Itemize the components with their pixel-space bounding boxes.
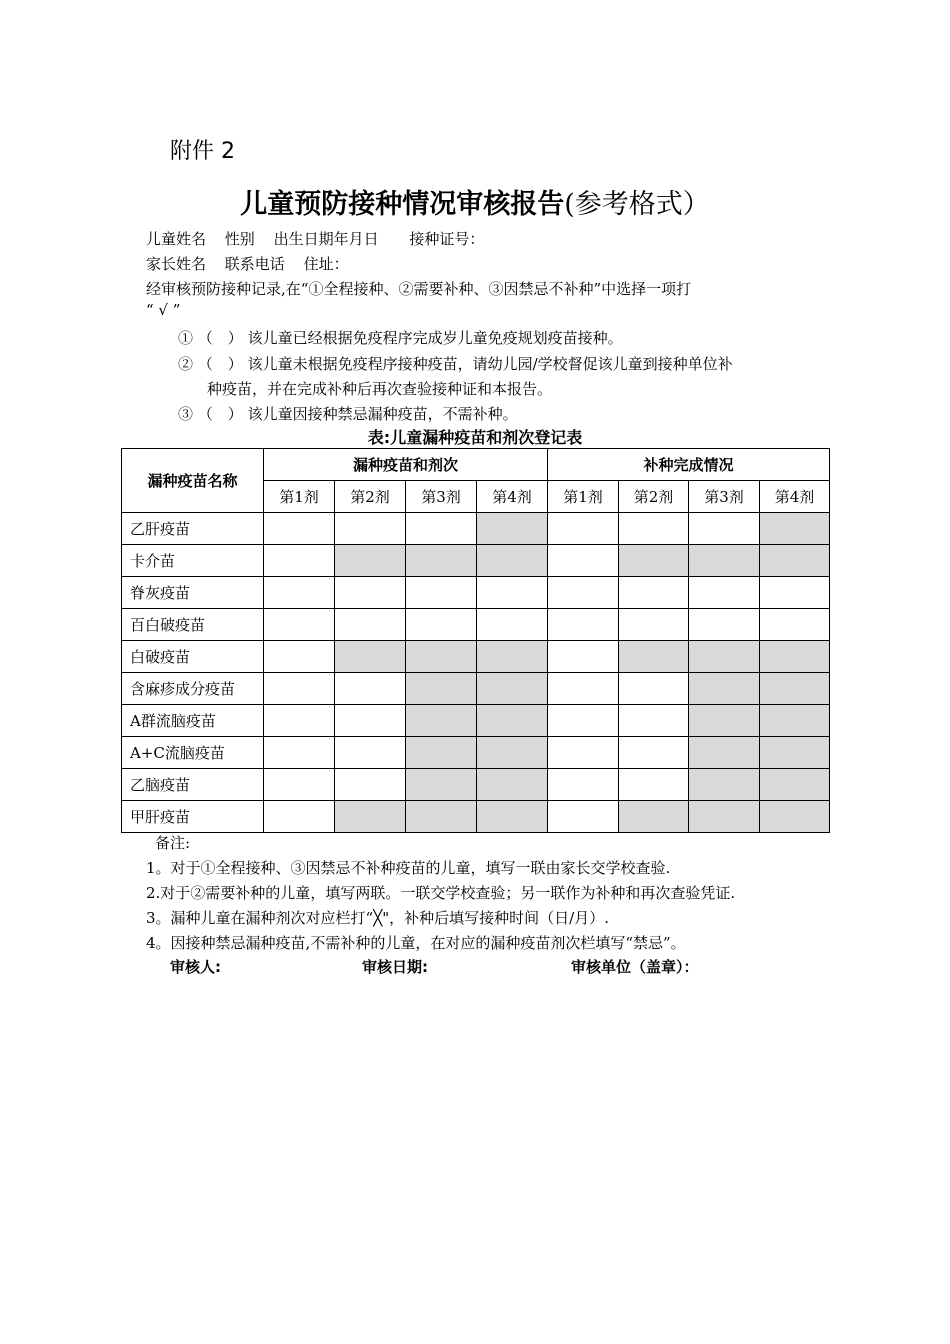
shaded-cell xyxy=(477,769,548,801)
shaded-cell xyxy=(477,673,548,705)
shaded-cell xyxy=(477,801,548,833)
entry-cell[interactable] xyxy=(406,609,477,641)
entry-cell[interactable] xyxy=(335,609,406,641)
birth-date-label: 出生日期年月日 xyxy=(273,230,379,248)
entry-cell[interactable] xyxy=(264,801,335,833)
entry-cell[interactable] xyxy=(477,609,548,641)
shaded-cell xyxy=(406,545,477,577)
shaded-cell xyxy=(689,769,760,801)
entry-cell[interactable] xyxy=(264,641,335,673)
option-number: ② xyxy=(178,355,194,373)
option-1 xyxy=(178,327,623,348)
vaccine-name: 脊灰疫苗 xyxy=(122,577,264,609)
instruction-line-1: 经审核预防接种记录,在“①全程接种、②需要补种、③因禁忌不补种”中选择一项打 xyxy=(146,280,692,298)
missed-dose-3-header: 第3剂 xyxy=(406,481,477,513)
shaded-cell xyxy=(619,545,689,577)
table-row xyxy=(122,673,830,705)
entry-cell[interactable] xyxy=(689,513,760,545)
option-checkbox[interactable]: （ ） xyxy=(197,355,243,373)
shaded-cell xyxy=(477,737,548,769)
review-unit-label: 审核单位（盖章）： xyxy=(571,958,699,976)
table-row xyxy=(122,545,830,577)
document-title xyxy=(0,182,950,221)
vaccine-name: 百白破疫苗 xyxy=(122,609,264,641)
title-suffix: (参考格式） xyxy=(564,189,710,220)
note-item: 3。漏种儿童在漏种剂次对应栏打“╳"，补种后填写接种时间（日/月）. xyxy=(146,909,609,927)
entry-cell[interactable] xyxy=(760,577,830,609)
table-row xyxy=(122,641,830,673)
shaded-cell xyxy=(760,801,830,833)
vaccine-registration-table xyxy=(121,448,830,833)
table-caption: 表:儿童漏种疫苗和剂次登记表 xyxy=(367,428,583,447)
vaccine-name: 乙肝疫苗 xyxy=(122,513,264,545)
child-name-label: 儿童姓名 xyxy=(146,230,207,248)
entry-cell[interactable] xyxy=(548,673,619,705)
table-row xyxy=(122,801,830,833)
option-2 xyxy=(178,353,733,374)
entry-cell[interactable] xyxy=(548,609,619,641)
option-number: ① xyxy=(178,329,194,347)
shaded-cell xyxy=(619,641,689,673)
note-item: 4。因接种禁忌漏种疫苗,不需补种的儿童，在对应的漏种疫苗剂次栏填写“禁忌”。 xyxy=(146,934,686,952)
gender-label: 性别 xyxy=(224,230,255,248)
vaccine-name: 卡介苗 xyxy=(122,545,264,577)
entry-cell[interactable] xyxy=(406,513,477,545)
vaccination-cert-label: 接种证号： xyxy=(409,230,485,248)
entry-cell[interactable] xyxy=(406,577,477,609)
col-vaccine-name-header: 漏种疫苗名称 xyxy=(122,449,264,513)
entry-cell[interactable] xyxy=(548,801,619,833)
address-label: 住址： xyxy=(303,255,349,273)
shaded-cell xyxy=(689,673,760,705)
entry-cell[interactable] xyxy=(264,737,335,769)
shaded-cell xyxy=(760,545,830,577)
entry-cell[interactable] xyxy=(619,705,689,737)
table-row xyxy=(122,513,830,545)
catchup-dose-3-header: 第3剂 xyxy=(689,481,760,513)
reviewer-label: 审核人: xyxy=(170,958,221,976)
note-item: 1。对于①全程接种、③因禁忌不补种疫苗的儿童，填写一联由家长交学校查验. xyxy=(146,859,671,877)
entry-cell[interactable] xyxy=(335,705,406,737)
option-number: ③ xyxy=(178,405,194,423)
catchup-dose-4-header: 第4剂 xyxy=(760,481,830,513)
title-main: 儿童预防接种情况审核报告 xyxy=(240,189,565,220)
entry-cell[interactable] xyxy=(548,737,619,769)
shaded-cell xyxy=(689,801,760,833)
entry-cell[interactable] xyxy=(619,737,689,769)
entry-cell[interactable] xyxy=(548,641,619,673)
shaded-cell xyxy=(477,705,548,737)
shaded-cell xyxy=(335,545,406,577)
missed-dose-4-header: 第4剂 xyxy=(477,481,548,513)
shaded-cell xyxy=(760,705,830,737)
missed-dose-2-header: 第2剂 xyxy=(335,481,406,513)
child-info-line xyxy=(146,228,484,249)
entry-cell[interactable] xyxy=(335,769,406,801)
entry-cell[interactable] xyxy=(689,609,760,641)
shaded-cell xyxy=(406,673,477,705)
option-checkbox[interactable]: （ ） xyxy=(197,329,243,347)
entry-cell[interactable] xyxy=(264,513,335,545)
option-text: 该儿童未根据免疫程序接种疫苗，请幼儿园/学校督促该儿童到接种单位补 xyxy=(247,355,733,373)
parent-name-label: 家长姓名 xyxy=(146,255,207,273)
shaded-cell xyxy=(477,641,548,673)
table-header-row-1 xyxy=(122,449,830,481)
shaded-cell xyxy=(406,641,477,673)
entry-cell[interactable] xyxy=(335,737,406,769)
vaccine-name: A+C流脑疫苗 xyxy=(122,737,264,769)
option-text: 该儿童因接种禁忌漏种疫苗，不需补种。 xyxy=(247,405,518,423)
shaded-cell xyxy=(760,673,830,705)
entry-cell[interactable] xyxy=(619,577,689,609)
shaded-cell xyxy=(689,737,760,769)
entry-cell[interactable] xyxy=(548,769,619,801)
parent-info-line xyxy=(146,253,349,274)
shaded-cell xyxy=(477,545,548,577)
shaded-cell xyxy=(760,641,830,673)
shaded-cell xyxy=(619,801,689,833)
table-body xyxy=(122,513,830,833)
vaccine-name: 乙脑疫苗 xyxy=(122,769,264,801)
vaccine-name: 白破疫苗 xyxy=(122,641,264,673)
phone-label: 联系电话 xyxy=(224,255,285,273)
shaded-cell xyxy=(760,769,830,801)
entry-cell[interactable] xyxy=(548,545,619,577)
entry-cell[interactable] xyxy=(548,705,619,737)
table-row xyxy=(122,769,830,801)
notes-heading: 备注: xyxy=(155,834,191,852)
entry-cell[interactable] xyxy=(264,609,335,641)
catchup-dose-1-header: 第1剂 xyxy=(548,481,619,513)
note-item: 2.对于②需要补种的儿童，填写两联。一联交学校查验；另一联作为补种和再次查验凭证. xyxy=(146,884,736,902)
shaded-cell xyxy=(406,801,477,833)
shaded-cell xyxy=(760,737,830,769)
shaded-cell xyxy=(406,705,477,737)
table-row xyxy=(122,705,830,737)
option-checkbox[interactable]: （ ） xyxy=(197,405,243,423)
shaded-cell xyxy=(760,513,830,545)
entry-cell[interactable] xyxy=(264,545,335,577)
missed-doses-header: 漏种疫苗和剂次 xyxy=(264,449,548,481)
entry-cell[interactable] xyxy=(689,577,760,609)
vaccine-name: 甲肝疫苗 xyxy=(122,801,264,833)
shaded-cell xyxy=(689,641,760,673)
option-3 xyxy=(178,403,518,424)
table-row xyxy=(122,737,830,769)
attachment-label: 附件 2 xyxy=(170,139,235,164)
vaccine-name: A群流脑疫苗 xyxy=(122,705,264,737)
catchup-status-header: 补种完成情况 xyxy=(548,449,830,481)
shaded-cell xyxy=(406,737,477,769)
entry-cell[interactable] xyxy=(264,577,335,609)
shaded-cell xyxy=(335,641,406,673)
shaded-cell xyxy=(689,545,760,577)
option-2-continued: 种疫苗，并在完成补种后再次查验接种证和本报告。 xyxy=(207,380,553,398)
entry-cell[interactable] xyxy=(619,609,689,641)
option-text: 该儿童已经根据免疫程序完成岁儿童免疫规划疫苗接种。 xyxy=(247,329,623,347)
entry-cell[interactable] xyxy=(548,513,619,545)
entry-cell[interactable] xyxy=(264,769,335,801)
entry-cell[interactable] xyxy=(335,673,406,705)
shaded-cell xyxy=(689,705,760,737)
entry-cell[interactable] xyxy=(335,513,406,545)
entry-cell[interactable] xyxy=(264,673,335,705)
table-row xyxy=(122,577,830,609)
catchup-dose-2-header: 第2剂 xyxy=(619,481,689,513)
shaded-cell xyxy=(406,769,477,801)
table-row xyxy=(122,609,830,641)
entry-cell[interactable] xyxy=(477,577,548,609)
vaccine-name: 含麻疹成分疫苗 xyxy=(122,673,264,705)
instruction-line-2: “ √ ” xyxy=(146,301,181,319)
entry-cell[interactable] xyxy=(619,673,689,705)
entry-cell[interactable] xyxy=(264,705,335,737)
entry-cell[interactable] xyxy=(619,513,689,545)
entry-cell[interactable] xyxy=(548,577,619,609)
entry-cell[interactable] xyxy=(335,577,406,609)
missed-dose-1-header: 第1剂 xyxy=(264,481,335,513)
shaded-cell xyxy=(477,513,548,545)
review-date-label: 审核日期: xyxy=(362,958,428,976)
entry-cell[interactable] xyxy=(619,769,689,801)
entry-cell[interactable] xyxy=(760,609,830,641)
shaded-cell xyxy=(335,801,406,833)
